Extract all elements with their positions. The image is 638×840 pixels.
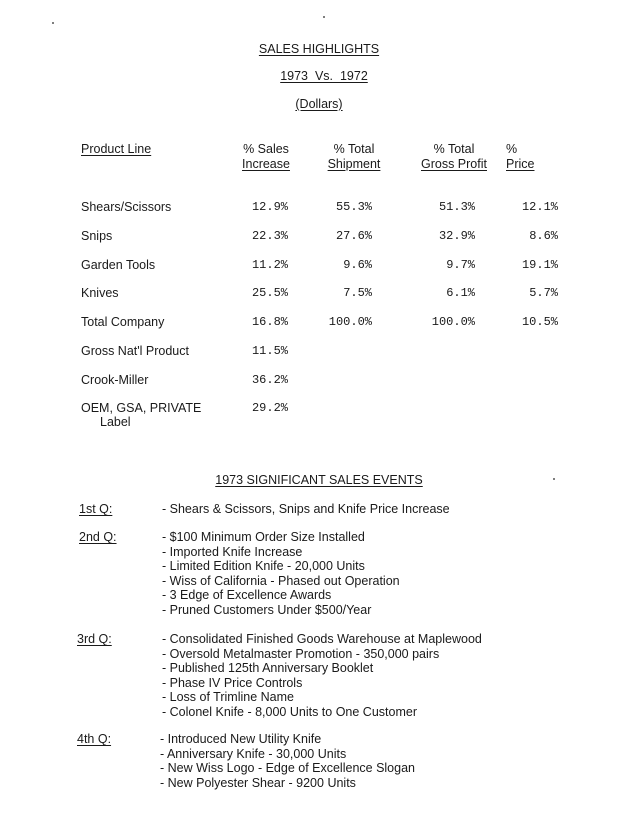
event-item: - Limited Edition Knife - 20,000 Units xyxy=(162,559,365,573)
row-sales: 22.3% xyxy=(251,229,288,243)
header-line: Gross Profit xyxy=(421,157,487,171)
event-list xyxy=(162,502,450,517)
row-product: Shears/Scissors xyxy=(81,200,172,214)
header-line: % Total xyxy=(433,142,475,156)
row-shipment: 7.5% xyxy=(343,286,372,300)
event-item: - 3 Edge of Excellence Awards xyxy=(162,588,332,602)
row-price: 5.7% xyxy=(529,286,558,300)
row-sales: 36.2% xyxy=(251,373,288,387)
header-price xyxy=(506,142,556,172)
row-price: 10.5% xyxy=(521,315,558,329)
event-item: - New Polyester Shear - 9200 Units xyxy=(160,775,356,790)
event-item: - Consolidated Finished Goods Warehouse at Maplewood xyxy=(162,632,482,646)
event-item: - Colonel Knife - 8,000 Units to One Customer xyxy=(162,704,417,719)
page-subtitle: 1973 Vs. 1972 xyxy=(280,69,368,83)
row-product: Crook-Miller xyxy=(81,373,149,387)
event-item: - $100 Minimum Order Size Installed xyxy=(162,530,365,544)
row-gross-profit: 51.3% xyxy=(438,200,475,214)
row-sales: 16.8% xyxy=(251,315,288,329)
header-gross-profit xyxy=(406,142,502,172)
event-item: - Wiss of California - Phased out Operation xyxy=(162,573,400,588)
header-sales-increase xyxy=(230,142,302,172)
scan-speck xyxy=(323,16,325,18)
quarter-label: 3rd Q: xyxy=(77,632,112,646)
row-sales: 25.5% xyxy=(251,286,288,300)
scan-speck xyxy=(553,478,555,480)
row-sales: 11.5% xyxy=(251,344,288,358)
units-label: (Dollars) xyxy=(295,97,343,111)
events-title: 1973 SIGNIFICANT SALES EVENTS xyxy=(215,473,423,487)
header-total-shipment xyxy=(314,142,394,172)
page-title: SALES HIGHLIGHTS xyxy=(258,42,380,56)
event-list xyxy=(162,632,482,719)
row-product-continuation: Label xyxy=(100,415,131,429)
event-item: - Introduced New Utility Knife xyxy=(160,732,322,746)
row-product: Gross Nat'l Product xyxy=(81,344,189,358)
header-line: Increase xyxy=(242,157,290,171)
event-item: - Published 125th Anniversary Booklet xyxy=(162,661,374,675)
row-product: Garden Tools xyxy=(81,258,156,272)
row-sales: 12.9% xyxy=(251,200,288,214)
header-line: % Total xyxy=(333,142,375,156)
event-item: - Imported Knife Increase xyxy=(162,544,303,559)
quarter-label: 2nd Q: xyxy=(79,530,117,544)
header-product-line: Product Line xyxy=(81,142,152,156)
event-list xyxy=(162,530,400,617)
row-sales: 11.2% xyxy=(251,258,288,272)
quarter-label: 4th Q: xyxy=(77,732,112,746)
row-gross-profit: 32.9% xyxy=(438,229,475,243)
header-line: Price xyxy=(506,157,535,171)
row-price: 8.6% xyxy=(529,229,558,243)
row-gross-profit: 6.1% xyxy=(446,286,475,300)
event-item: - New Wiss Logo - Edge of Excellence Slogan xyxy=(160,761,415,775)
event-item: - Anniversary Knife - 30,000 Units xyxy=(160,746,347,761)
event-item: - Pruned Customers Under $500/Year xyxy=(162,602,372,617)
row-product: OEM, GSA, PRIVATE xyxy=(81,401,202,415)
row-product: Snips xyxy=(81,229,113,243)
row-shipment: 100.0% xyxy=(328,315,372,329)
event-item: - Shears & Scissors, Snips and Knife Price Increase xyxy=(162,502,450,516)
row-gross-profit: 100.0% xyxy=(431,315,475,329)
event-list xyxy=(160,732,415,790)
row-product: Knives xyxy=(81,286,119,300)
row-sales: 29.2% xyxy=(251,401,288,415)
row-shipment: 55.3% xyxy=(335,200,372,214)
row-shipment: 27.6% xyxy=(335,229,372,243)
row-price: 12.1% xyxy=(521,200,558,214)
event-item: - Loss of Trimline Name xyxy=(162,690,294,704)
row-shipment: 9.6% xyxy=(343,258,372,272)
header-line: Shipment xyxy=(327,157,381,171)
row-price: 19.1% xyxy=(521,258,558,272)
event-item: - Oversold Metalmaster Promotion - 350,000 pairs xyxy=(162,646,440,661)
row-gross-profit: 9.7% xyxy=(446,258,475,272)
row-product: Total Company xyxy=(81,315,165,329)
scan-speck xyxy=(52,22,54,24)
header-line: % Sales xyxy=(243,142,289,156)
event-item: - Phase IV Price Controls xyxy=(162,675,303,690)
header-line: % xyxy=(506,142,518,156)
quarter-label: 1st Q: xyxy=(79,502,113,516)
